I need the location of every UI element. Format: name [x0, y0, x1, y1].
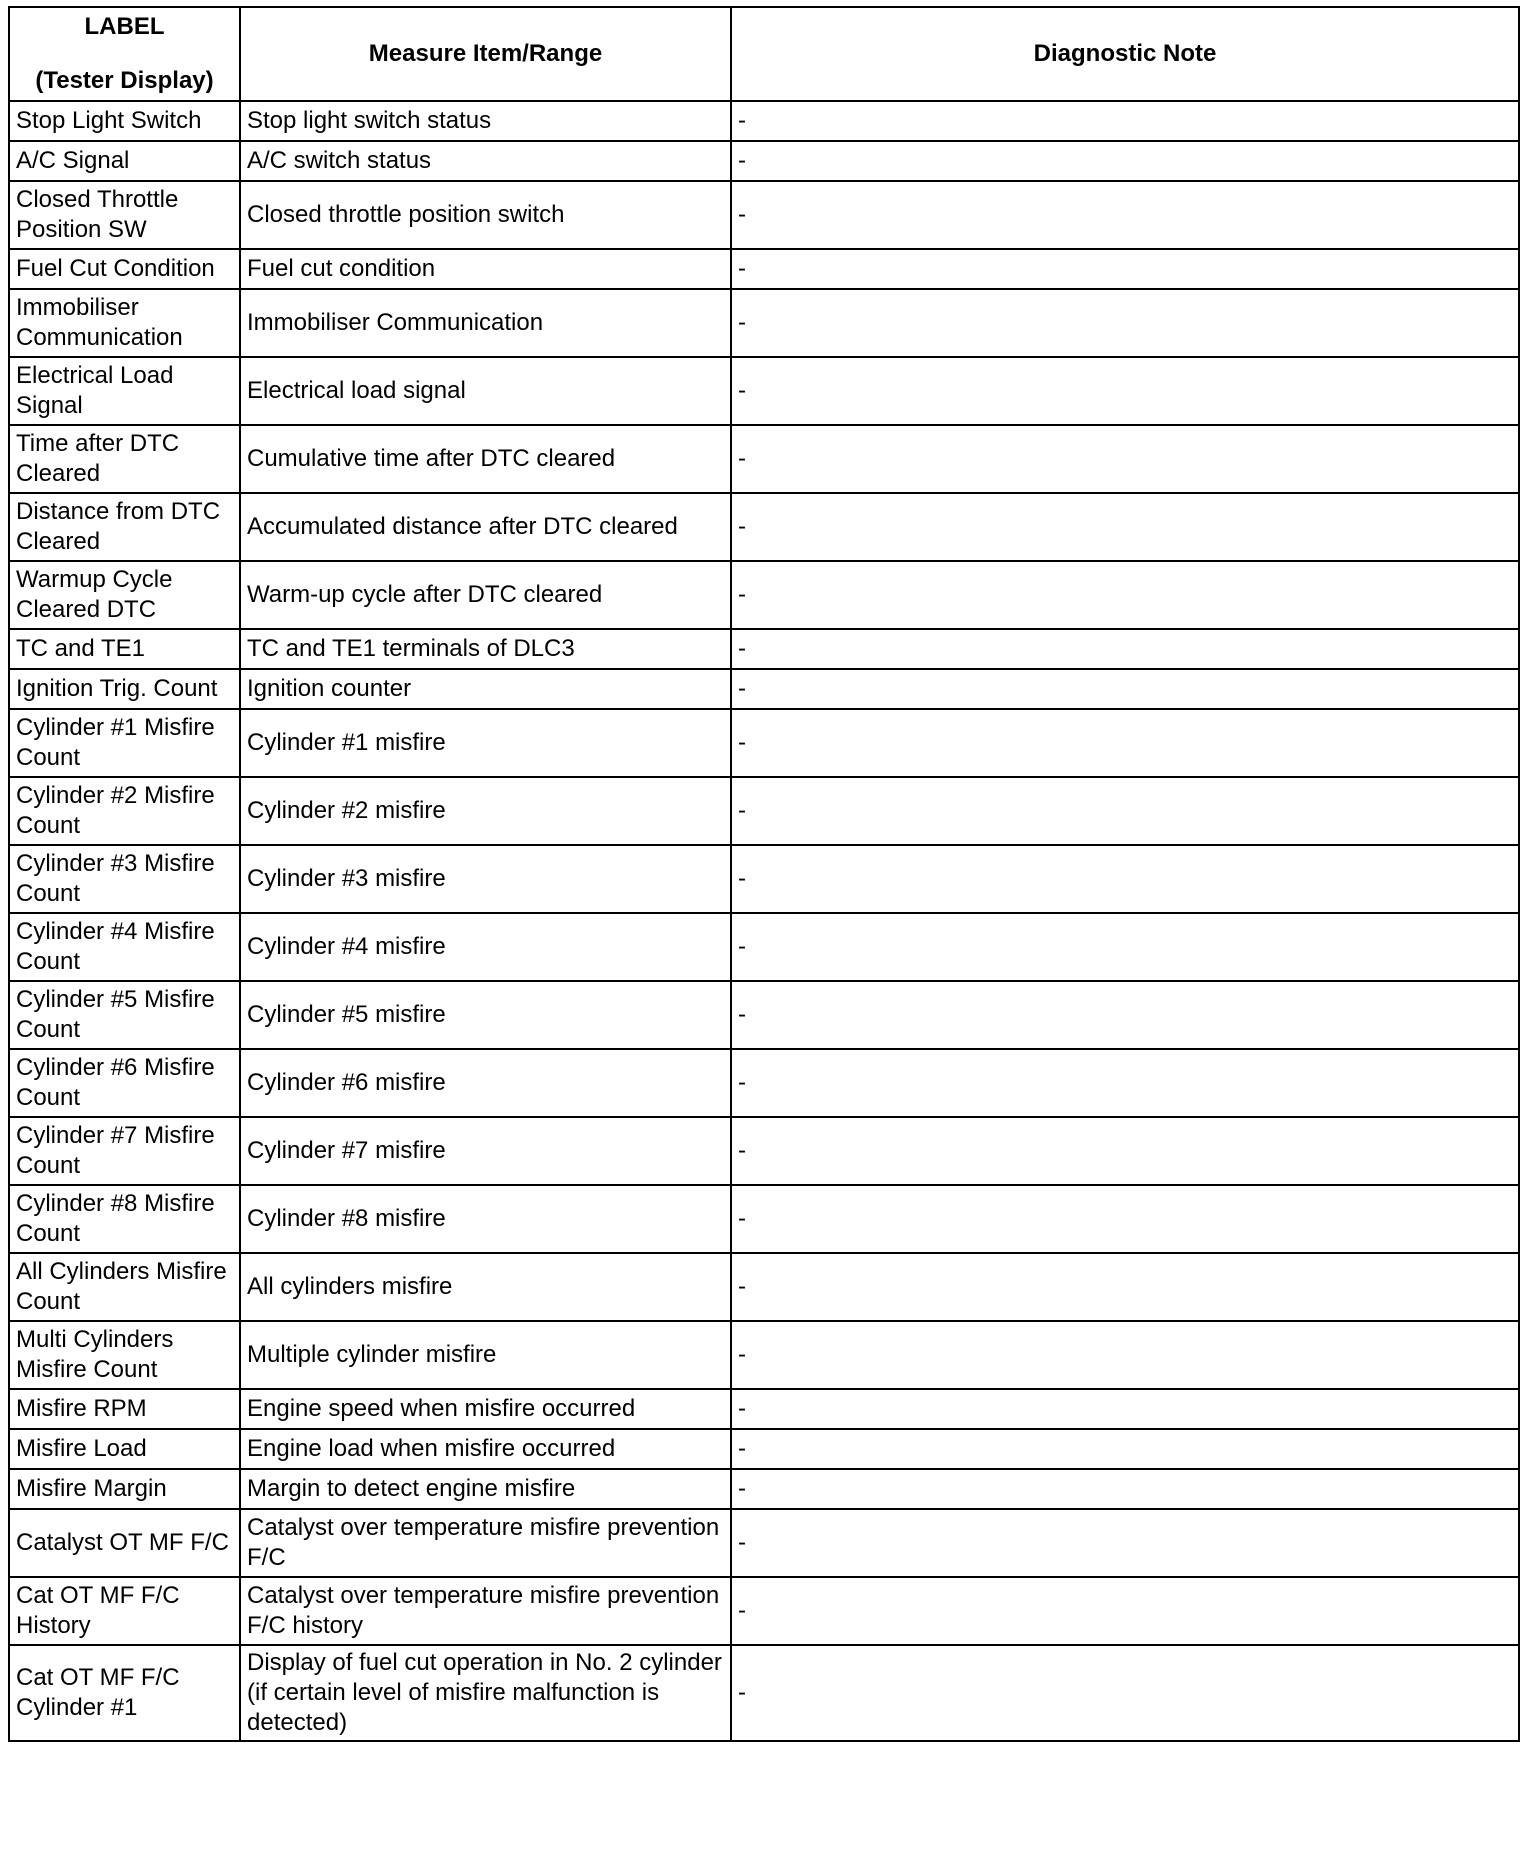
- row-label-cell: Electrical Load Signal: [9, 357, 240, 425]
- data-list-table: [8, 6, 1520, 1742]
- table-row: [9, 629, 1519, 669]
- row-measure-cell: A/C switch status: [240, 141, 731, 181]
- table-row: [9, 669, 1519, 709]
- row-measure-cell: Margin to detect engine misfire: [240, 1469, 731, 1509]
- row-label-cell: Cylinder #7 Misfire Count: [9, 1117, 240, 1185]
- row-note-cell: -: [731, 249, 1519, 289]
- table-row: [9, 493, 1519, 561]
- table-row: [9, 249, 1519, 289]
- row-measure-cell: Cylinder #5 misfire: [240, 981, 731, 1049]
- table-row: [9, 1645, 1519, 1741]
- row-label-cell: Ignition Trig. Count: [9, 669, 240, 709]
- row-measure-cell: Accumulated distance after DTC cleared: [240, 493, 731, 561]
- row-note-cell: -: [731, 425, 1519, 493]
- row-label-cell: Misfire RPM: [9, 1389, 240, 1429]
- row-measure-cell: Cylinder #8 misfire: [240, 1185, 731, 1253]
- row-measure-cell: Electrical load signal: [240, 357, 731, 425]
- row-label-cell: TC and TE1: [9, 629, 240, 669]
- table-row: [9, 1389, 1519, 1429]
- row-measure-cell: Cumulative time after DTC cleared: [240, 425, 731, 493]
- row-measure-cell: Catalyst over temperature misfire prevention F/C: [240, 1509, 731, 1577]
- row-note-cell: -: [731, 709, 1519, 777]
- row-note-cell: -: [731, 1253, 1519, 1321]
- row-note-cell: -: [731, 1321, 1519, 1389]
- note-column-header: Diagnostic Note: [731, 7, 1519, 101]
- table-row: [9, 913, 1519, 981]
- label-header-line1: LABEL: [84, 13, 165, 40]
- table-row: [9, 709, 1519, 777]
- table-row: [9, 357, 1519, 425]
- table-row: [9, 777, 1519, 845]
- table-row: [9, 1117, 1519, 1185]
- table-row: [9, 981, 1519, 1049]
- row-label-cell: Immobiliser Communication: [9, 289, 240, 357]
- row-note-cell: -: [731, 981, 1519, 1049]
- row-note-cell: -: [731, 357, 1519, 425]
- table-row: [9, 101, 1519, 141]
- table-row: [9, 425, 1519, 493]
- table-row: [9, 1577, 1519, 1645]
- row-measure-cell: Cylinder #4 misfire: [240, 913, 731, 981]
- row-measure-cell: Cylinder #7 misfire: [240, 1117, 731, 1185]
- row-measure-cell: Multiple cylinder misfire: [240, 1321, 731, 1389]
- row-measure-cell: All cylinders misfire: [240, 1253, 731, 1321]
- row-measure-cell: Cylinder #1 misfire: [240, 709, 731, 777]
- row-note-cell: -: [731, 101, 1519, 141]
- row-label-cell: Fuel Cut Condition: [9, 249, 240, 289]
- table-row: [9, 1253, 1519, 1321]
- row-label-cell: Cylinder #4 Misfire Count: [9, 913, 240, 981]
- row-label-cell: Cat OT MF F/C History: [9, 1577, 240, 1645]
- table-row: [9, 1509, 1519, 1577]
- row-measure-cell: Cylinder #3 misfire: [240, 845, 731, 913]
- row-label-cell: Warmup Cycle Cleared DTC: [9, 561, 240, 629]
- row-note-cell: -: [731, 1509, 1519, 1577]
- row-measure-cell: Catalyst over temperature misfire prevention F/C history: [240, 1577, 731, 1645]
- row-note-cell: -: [731, 141, 1519, 181]
- row-measure-cell: Fuel cut condition: [240, 249, 731, 289]
- row-measure-cell: TC and TE1 terminals of DLC3: [240, 629, 731, 669]
- row-measure-cell: Cylinder #6 misfire: [240, 1049, 731, 1117]
- row-label-cell: Cylinder #5 Misfire Count: [9, 981, 240, 1049]
- label-header-line2: (Tester Display): [35, 67, 214, 94]
- row-note-cell: -: [731, 1117, 1519, 1185]
- row-measure-cell: Cylinder #2 misfire: [240, 777, 731, 845]
- row-measure-cell: Engine load when misfire occurred: [240, 1429, 731, 1469]
- row-note-cell: -: [731, 1645, 1519, 1741]
- table-row: [9, 181, 1519, 249]
- row-label-cell: Cylinder #8 Misfire Count: [9, 1185, 240, 1253]
- row-note-cell: -: [731, 629, 1519, 669]
- row-label-cell: Closed Throttle Position SW: [9, 181, 240, 249]
- row-measure-cell: Ignition counter: [240, 669, 731, 709]
- row-note-cell: -: [731, 669, 1519, 709]
- row-measure-cell: Display of fuel cut operation in No. 2 cylinder (if certain level of misfire malfunction is detected): [240, 1645, 731, 1741]
- row-label-cell: Misfire Load: [9, 1429, 240, 1469]
- table-body: [9, 101, 1519, 1741]
- table-row: [9, 141, 1519, 181]
- measure-column-header: Measure Item/Range: [240, 7, 731, 101]
- table-row: [9, 561, 1519, 629]
- header-row: [9, 7, 1519, 101]
- row-measure-cell: Warm-up cycle after DTC cleared: [240, 561, 731, 629]
- row-label-cell: Cat OT MF F/C Cylinder #1: [9, 1645, 240, 1741]
- row-label-cell: Cylinder #6 Misfire Count: [9, 1049, 240, 1117]
- table-row: [9, 845, 1519, 913]
- table-row: [9, 1185, 1519, 1253]
- row-measure-cell: Engine speed when misfire occurred: [240, 1389, 731, 1429]
- row-measure-cell: Stop light switch status: [240, 101, 731, 141]
- row-note-cell: -: [731, 561, 1519, 629]
- row-label-cell: Time after DTC Cleared: [9, 425, 240, 493]
- row-note-cell: -: [731, 777, 1519, 845]
- table-row: [9, 1321, 1519, 1389]
- row-label-cell: A/C Signal: [9, 141, 240, 181]
- row-note-cell: -: [731, 1185, 1519, 1253]
- table-row: [9, 289, 1519, 357]
- row-note-cell: -: [731, 913, 1519, 981]
- table-row: [9, 1429, 1519, 1469]
- row-label-cell: Cylinder #3 Misfire Count: [9, 845, 240, 913]
- row-measure-cell: Closed throttle position switch: [240, 181, 731, 249]
- row-note-cell: -: [731, 1429, 1519, 1469]
- label-column-header: [9, 7, 240, 101]
- row-note-cell: -: [731, 493, 1519, 561]
- row-label-cell: Cylinder #1 Misfire Count: [9, 709, 240, 777]
- row-note-cell: -: [731, 289, 1519, 357]
- row-label-cell: Catalyst OT MF F/C: [9, 1509, 240, 1577]
- row-note-cell: -: [731, 1577, 1519, 1645]
- row-note-cell: -: [731, 1049, 1519, 1117]
- row-note-cell: -: [731, 181, 1519, 249]
- row-label-cell: Multi Cylinders Misfire Count: [9, 1321, 240, 1389]
- row-measure-cell: Immobiliser Communication: [240, 289, 731, 357]
- row-note-cell: -: [731, 1389, 1519, 1429]
- row-label-cell: Stop Light Switch: [9, 101, 240, 141]
- row-note-cell: -: [731, 1469, 1519, 1509]
- table-row: [9, 1469, 1519, 1509]
- row-note-cell: -: [731, 845, 1519, 913]
- table-row: [9, 1049, 1519, 1117]
- row-label-cell: Cylinder #2 Misfire Count: [9, 777, 240, 845]
- row-label-cell: All Cylinders Misfire Count: [9, 1253, 240, 1321]
- row-label-cell: Misfire Margin: [9, 1469, 240, 1509]
- row-label-cell: Distance from DTC Cleared: [9, 493, 240, 561]
